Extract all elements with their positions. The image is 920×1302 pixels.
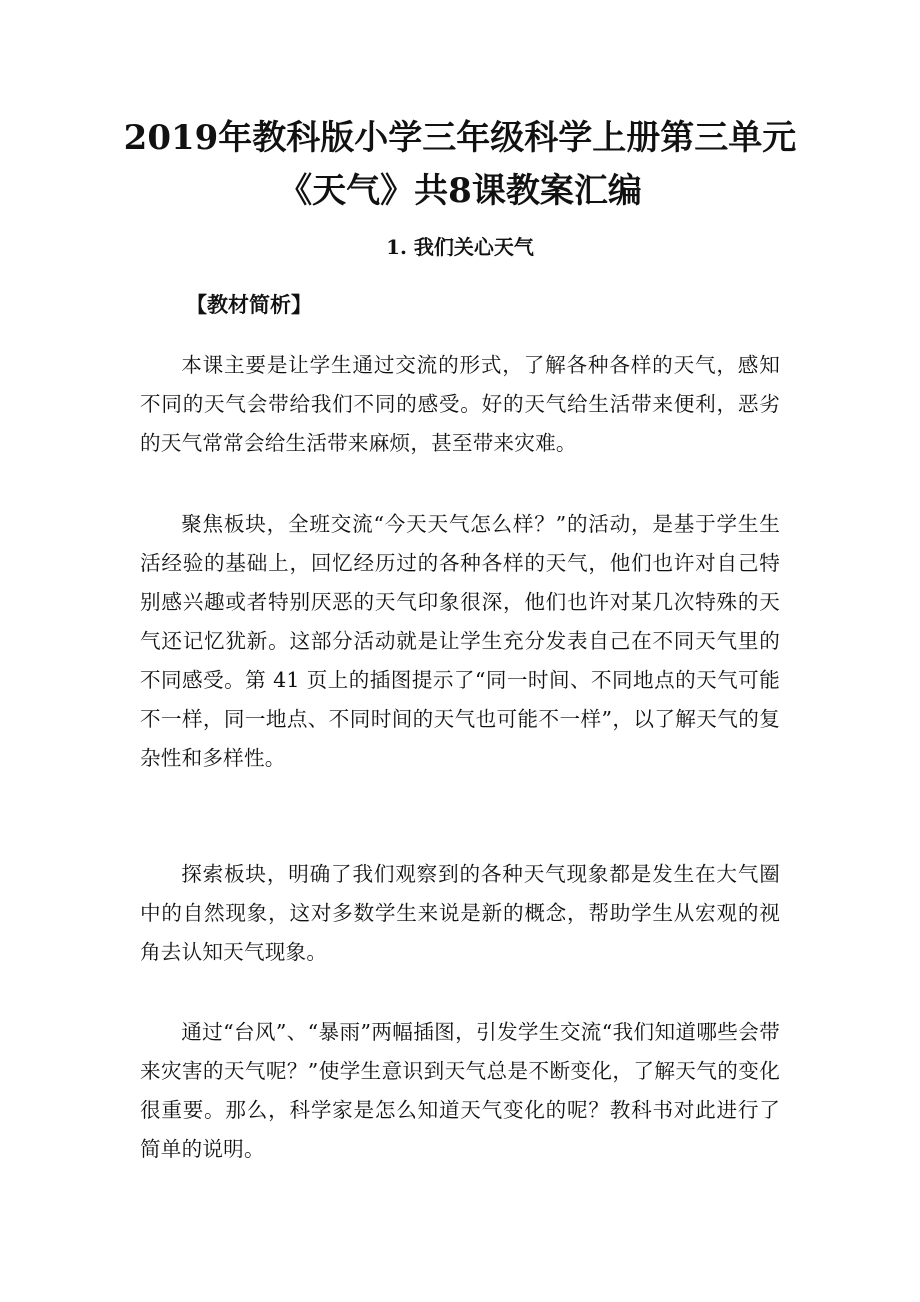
paragraph: 通过“台风”、“暴雨”两幅插图，引发学生交流“我们知道哪些会带来灾害的天气呢？”使学生意识到天气总是不断变化，了解天气的变化很重要。那么，科学家是怎么知道天气变化的呢？教科书对此进行了简单的说明。 (140, 1020, 780, 1161)
section-heading: 【教材简析】 (186, 292, 312, 317)
document-title: 2019年教科版小学三年级科学上册第三单元《天气》共8课教案汇编 (123, 118, 797, 211)
paragraph: 聚焦板块，全班交流“今天天气怎么样？”的活动，是基于学生生活经验的基础上，回忆经历过的各种各样的天气，他们也许对自己特别感兴趣或者特别厌恶的天气印象很深，他们也许对某几次特殊的天气还记忆犹新。这部分活动就是让学生充分发表自己在不同天气里的不同感受。第 41 页上的插图提示了“同一时间、不同地点的天气可能不一样，同一地点、不同时间的天气也可能不一样”，以了解天气的复杂性和多样性。 (140, 512, 780, 770)
paragraph: 探索板块，明确了我们观察到的各种天气现象都是发生在大气圈中的自然现象，这对多数学生来说是新的概念，帮助学生从宏观的视角去认知天气现象。 (140, 862, 780, 964)
paragraph: 本课主要是让学生通过交流的形式，了解各种各样的天气，感知不同的天气会带给我们不同的感受。好的天气给生活带来便利，恶劣的天气常常会给生活带来麻烦，甚至带来灾难。 (140, 353, 780, 455)
lesson-title: 1. 我们关心天气 (386, 235, 534, 259)
